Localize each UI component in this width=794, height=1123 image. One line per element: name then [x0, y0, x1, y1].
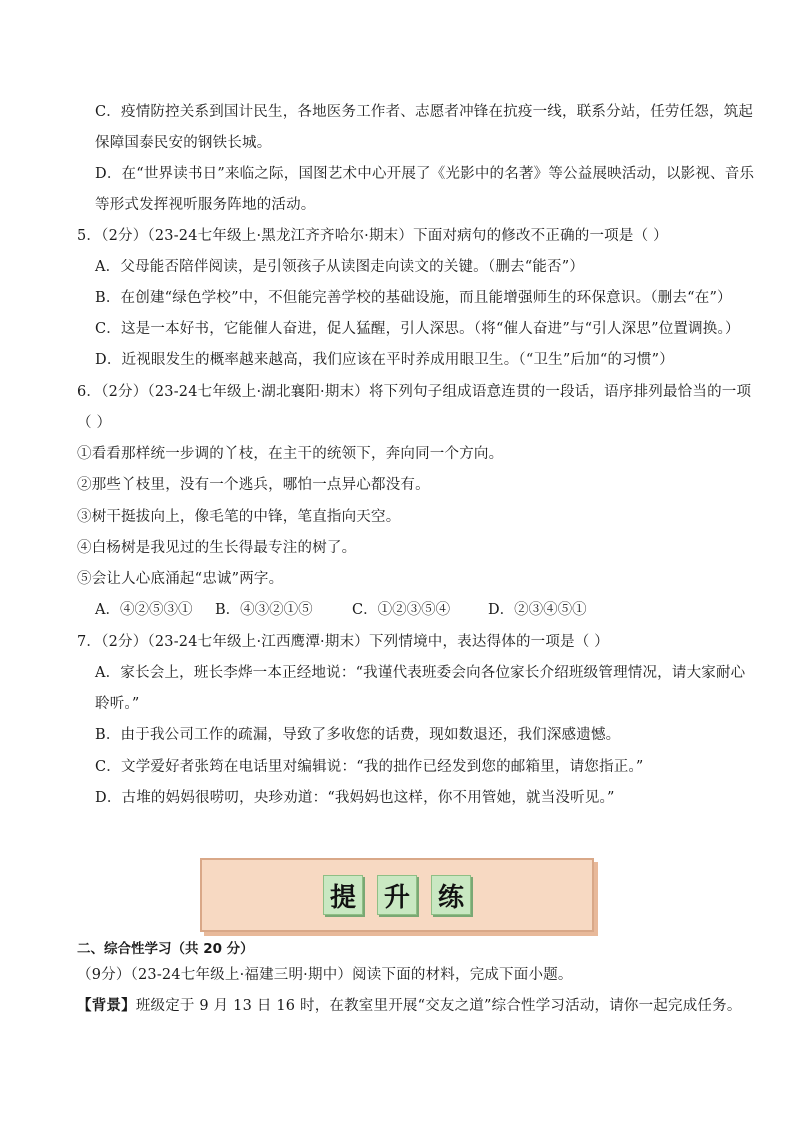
q7-option-a-line2: 聆听。”: [95, 696, 140, 712]
q7-option-d: D．古堆的妈妈很唠叨，央珍劝道：“我妈妈也这样，你不用管她，就当没听见。”: [95, 790, 615, 806]
q6-sentence-4: ④白杨树是我见过的生长得最专注的树了。: [77, 540, 357, 556]
q6-option-a: A．④②⑤③①: [95, 602, 193, 618]
q6-sentence-2: ②那些丫枝里，没有一个逃兵，哪怕一点异心都没有。: [77, 477, 430, 493]
q6-options: [95, 600, 587, 620]
q6-option-c: C．①②③⑤④: [352, 602, 451, 618]
q5-option-b: B．在创建“绿色学校”中，不但能完善学校的基础设施，而且能增强师生的环保意识。（删去“在”）: [95, 290, 732, 306]
q5-option-a: A．父母能否陪伴阅读，是引领孩子从读图走向读文的关键。（删去“能否”）: [95, 259, 585, 275]
q5-option-c: C．这是一本好书，它能催人奋进，促人猛醒，引人深思。（将“催人奋进”与“引人深思”位置调换。）: [95, 321, 740, 337]
q5-stem: 5．（2分）（23-24七年级上·黑龙江齐齐哈尔·期末）下面对病句的修改不正确的一项是（ ）: [77, 228, 668, 244]
q6-stem-line1: 6．（2分）（23-24七年级上·湖北襄阳·期末）将下列句子组成语意连贯的一段话，语序排列最恰当的一项: [77, 384, 752, 400]
q6-stem-line2: （ ）: [77, 415, 112, 431]
q7-stem: 7．（2分）（23-24七年级上·江西鹰潭·期末）下列情境中，表达得体的一项是（ ）: [77, 634, 609, 650]
q7-option-c: C．文学爱好者张筠在电话里对编辑说：“我的拙作已经发到您的邮箱里，请您指正。”: [95, 759, 644, 775]
banner-char-1: 提: [323, 875, 363, 915]
q4-option-c-line2: 保障国泰民安的钢铁长城。: [95, 135, 272, 151]
q7-option-a-line1: A．家长会上，班长李烨一本正经地说：“我谨代表班委会向各位家长介绍班级管理情况，请大家耐心: [95, 665, 746, 681]
background-text: 班级定于 9 月 13 日 16 时，在教室里开展“交友之道”综合性学习活动，请你一起完成任务。: [135, 998, 742, 1014]
q4-option-c-line1: C．疫情防控关系到国计民生，各地医务工作者、志愿者冲锋在抗疫一线，联系分站，任劳任怨，筑起: [95, 104, 754, 120]
q6-sentence-3: ③树干挺拔向上，像毛笔的中锋，笔直指向天空。: [77, 509, 401, 525]
q7-option-b: B．由于我公司工作的疏漏，导致了多收您的话费，现如数退还，我们深感遗憾。: [95, 727, 621, 743]
section-2-title: 二、综合性学习（共 20 分）: [77, 941, 254, 957]
q5-option-d: D．近视眼发生的概率越来越高，我们应该在平时养成用眼卫生。（“卫生”后加“的习惯”）: [95, 352, 674, 368]
q6-option-b: B．④③②①⑤: [215, 602, 313, 618]
banner-char-3: 练: [431, 875, 471, 915]
banner-char-2: 升: [377, 875, 417, 915]
q6-option-d: D．②③④⑤①: [488, 602, 587, 618]
q4-option-d-line1: D．在“世界读书日”来临之际，国图艺术中心开展了《光影中的名著》等公益展映活动，以影视、音乐: [95, 166, 755, 182]
q6-sentence-5: ⑤会让人心底涌起“忠诚”两字。: [77, 571, 284, 587]
q6-sentence-1: ①看看那样统一步调的丫枝，在主干的统领下，奔向同一个方向。: [77, 446, 504, 462]
section-2-background: [77, 996, 742, 1016]
background-label: 【背景】: [77, 997, 136, 1014]
section-2-intro: （9分）（23-24七年级上·福建三明·期中）阅读下面的材料，完成下面小题。: [77, 967, 573, 983]
q4-option-d-line2: 等形式发挥视听服务阵地的活动。: [95, 197, 316, 213]
section-banner: [200, 858, 594, 932]
